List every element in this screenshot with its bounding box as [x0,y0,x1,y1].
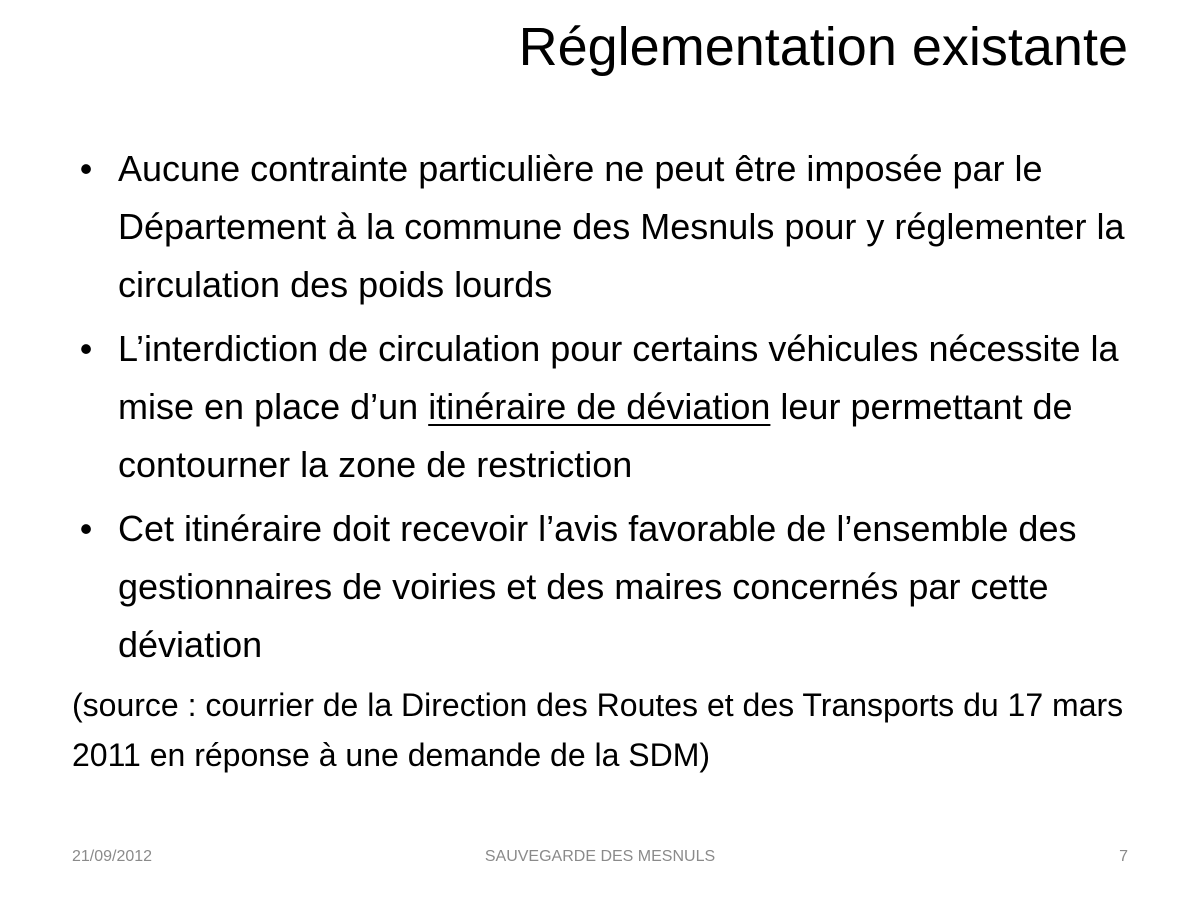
underlined-phrase: itinéraire de déviation [428,386,771,427]
footer-date: 21/09/2012 [72,848,153,865]
bullet-icon: • [79,148,93,189]
bullet-text-before: L’interdiction de circulation pour certains véhicules nécessite la mise en place d’un [118,328,1119,427]
bullet-icon: • [79,508,93,549]
bullet-item-3 [72,500,1128,674]
bullet-text: Aucune contrainte particulière ne peut être imposée par le Département à la commune des Mesnuls pour y réglementer la circulation des poids lourds [118,148,1125,305]
bullet-item-2 [72,320,1128,494]
slide-title: Réglementation existante [518,17,1128,77]
footer-title: SAUVEGARDE DES MESNULS [484,848,716,865]
page-number: 7 [1119,848,1128,865]
source-note: (source : courrier de la Direction des Routes et des Transports du 17 mars 2011 en réponse à une demande de la SDM) [72,687,1124,773]
bullet-text: Cet itinéraire doit recevoir l’avis favorable de l’ensemble des gestionnaires de voiries et des maires concernés par cette déviation [118,508,1077,665]
bullet-text-after: leur permettant de contourner la zone de restriction [118,386,1073,485]
bullet-icon: • [79,328,93,369]
slide-content [72,140,1128,780]
bullet-item-1 [72,140,1128,314]
bullet-list [72,140,1128,674]
